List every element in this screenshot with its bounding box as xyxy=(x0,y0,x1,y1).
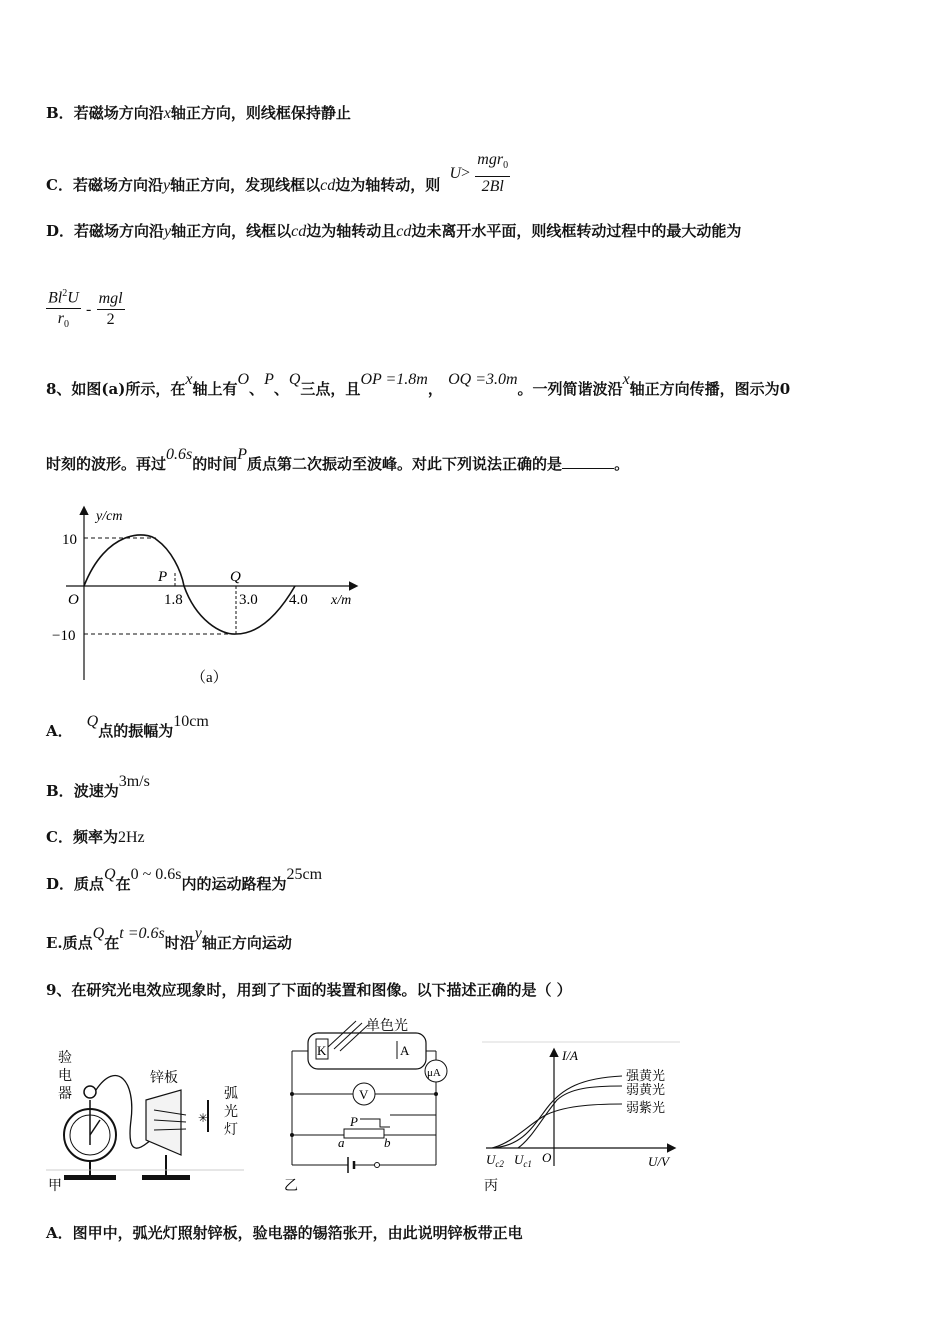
bing-x-label: U/V xyxy=(648,1154,669,1169)
q9-figure-yi xyxy=(282,1015,452,1195)
voltmeter-label: V xyxy=(359,1087,369,1102)
y-axis-label: y/cm xyxy=(96,509,123,524)
q7-option-d: D．若磁场方向沿y轴正方向，线框以cd边为轴转动且cd边未离开水平面，则线框转动过程中的最大动能为 xyxy=(46,222,742,240)
rheostat xyxy=(344,1129,384,1138)
bing-origin: O xyxy=(542,1150,552,1165)
q8-option-b: B．波速为3m/s xyxy=(46,773,150,800)
uc2-label: $U_{c2}$ xyxy=(486,1152,504,1169)
q9-option-a: A．图甲中，弧光灯照射锌板，验电器的锡箔张开，由此说明锌板带正电 xyxy=(46,1224,523,1242)
curve-weak-yellow xyxy=(518,1086,622,1148)
lamp-label-3: 灯 xyxy=(224,1123,238,1138)
legend-weak-violet: 弱紫光 xyxy=(626,1100,666,1115)
q8-option-a: A．Q点的振幅为10cm xyxy=(46,713,209,740)
electroscope-label-3: 器 xyxy=(58,1087,72,1102)
q8-option-c: C．频率为2Hz xyxy=(46,828,145,846)
curve-weak-violet xyxy=(492,1104,622,1148)
electroscope-label-2: 电 xyxy=(58,1069,72,1084)
q9-figure-jia xyxy=(46,1040,246,1195)
q9-stem: 9、在研究光电效应现象时，用到了下面的装置和图像。以下描述正确的是（ ） xyxy=(46,981,572,999)
q8-wave-figure xyxy=(46,500,376,700)
terminal-b-label: b xyxy=(384,1135,391,1150)
y-neg-label: −10 xyxy=(52,628,76,644)
y-pos-label: 10 xyxy=(62,532,77,548)
q9-figure-bing xyxy=(482,1038,682,1198)
x-tick-3: 4.0 xyxy=(289,592,308,608)
q8-option-e: E.质点Q在t =0.6s时沿y轴正方向运动 xyxy=(46,925,292,952)
lamp-label-2: 光 xyxy=(224,1105,238,1120)
bing-y-label: I/A xyxy=(562,1048,578,1063)
terminal-a-label: a xyxy=(338,1135,345,1150)
legend-weak-yellow: 弱黄光 xyxy=(626,1082,666,1097)
legend-strong-yellow: 强黄光 xyxy=(626,1068,666,1083)
lamp-label-1: 弧 xyxy=(224,1087,238,1102)
zinc-plate xyxy=(146,1090,181,1155)
figure-caption: （a） xyxy=(191,670,228,686)
origin-label: O xyxy=(68,592,79,608)
q7-option-b: B．若磁场方向沿x轴正方向，则线框保持静止 xyxy=(46,104,351,122)
q8-stem-line2: 时刻的波形。再过0.6s的时间P质点第二次振动至波峰。对此下列说法正确的是 。 xyxy=(46,446,630,473)
q7-option-c: C．若磁场方向沿y轴正方向，发现线框以cd边为轴转动，则 U> $\frac{mgr_0}{2Bl}$ xyxy=(46,151,509,196)
caption-bing: 丙 xyxy=(484,1179,498,1194)
answer-blank xyxy=(562,456,614,469)
svg-text:✳: ✳ xyxy=(198,1111,209,1125)
x-tick-2: 3.0 xyxy=(239,592,258,608)
slider-p-label: P xyxy=(350,1114,358,1129)
caption-yi: 乙 xyxy=(284,1179,298,1194)
q-label: Q xyxy=(230,569,241,585)
x-tick-1: 1.8 xyxy=(164,592,183,608)
zinc-plate-label: 锌板 xyxy=(150,1071,178,1086)
uc1-label: $U_{c1}$ xyxy=(514,1152,532,1169)
foil-leaf xyxy=(90,1120,100,1135)
wave-curve xyxy=(84,535,295,634)
x-axis-label: x/m xyxy=(331,593,352,608)
cathode-label: K xyxy=(317,1043,327,1058)
mono-light-label: 单色光 xyxy=(366,1019,408,1034)
caption-jia: 甲 xyxy=(48,1179,62,1194)
electroscope-label-1: 验 xyxy=(58,1051,72,1066)
microammeter-label: μA xyxy=(427,1067,441,1079)
q7-option-c-fraction: $\frac{mgr_0}{2Bl}$ xyxy=(477,151,509,196)
q7-option-c-text: C．若磁场方向沿y轴正方向，发现线框以cd边为轴转动，则 xyxy=(46,175,441,194)
anode-label: A xyxy=(400,1043,410,1058)
q8-stem-line1: 8、如图(a)所示，在x轴上有O、P、Q三点，且OP =1.8m， OQ =3.0m。一列简谐波沿x轴正方向传播，图示为0 xyxy=(46,371,791,398)
q7-option-d-formula: $\frac{Bl^2U}{r_0}$ - $\frac{\text{mgl}}{2}$ xyxy=(46,284,125,336)
q8-option-d: D．质点Q在0 ~ 0.6s内的运动路程为25cm xyxy=(46,866,323,893)
p-label: P xyxy=(158,569,168,585)
